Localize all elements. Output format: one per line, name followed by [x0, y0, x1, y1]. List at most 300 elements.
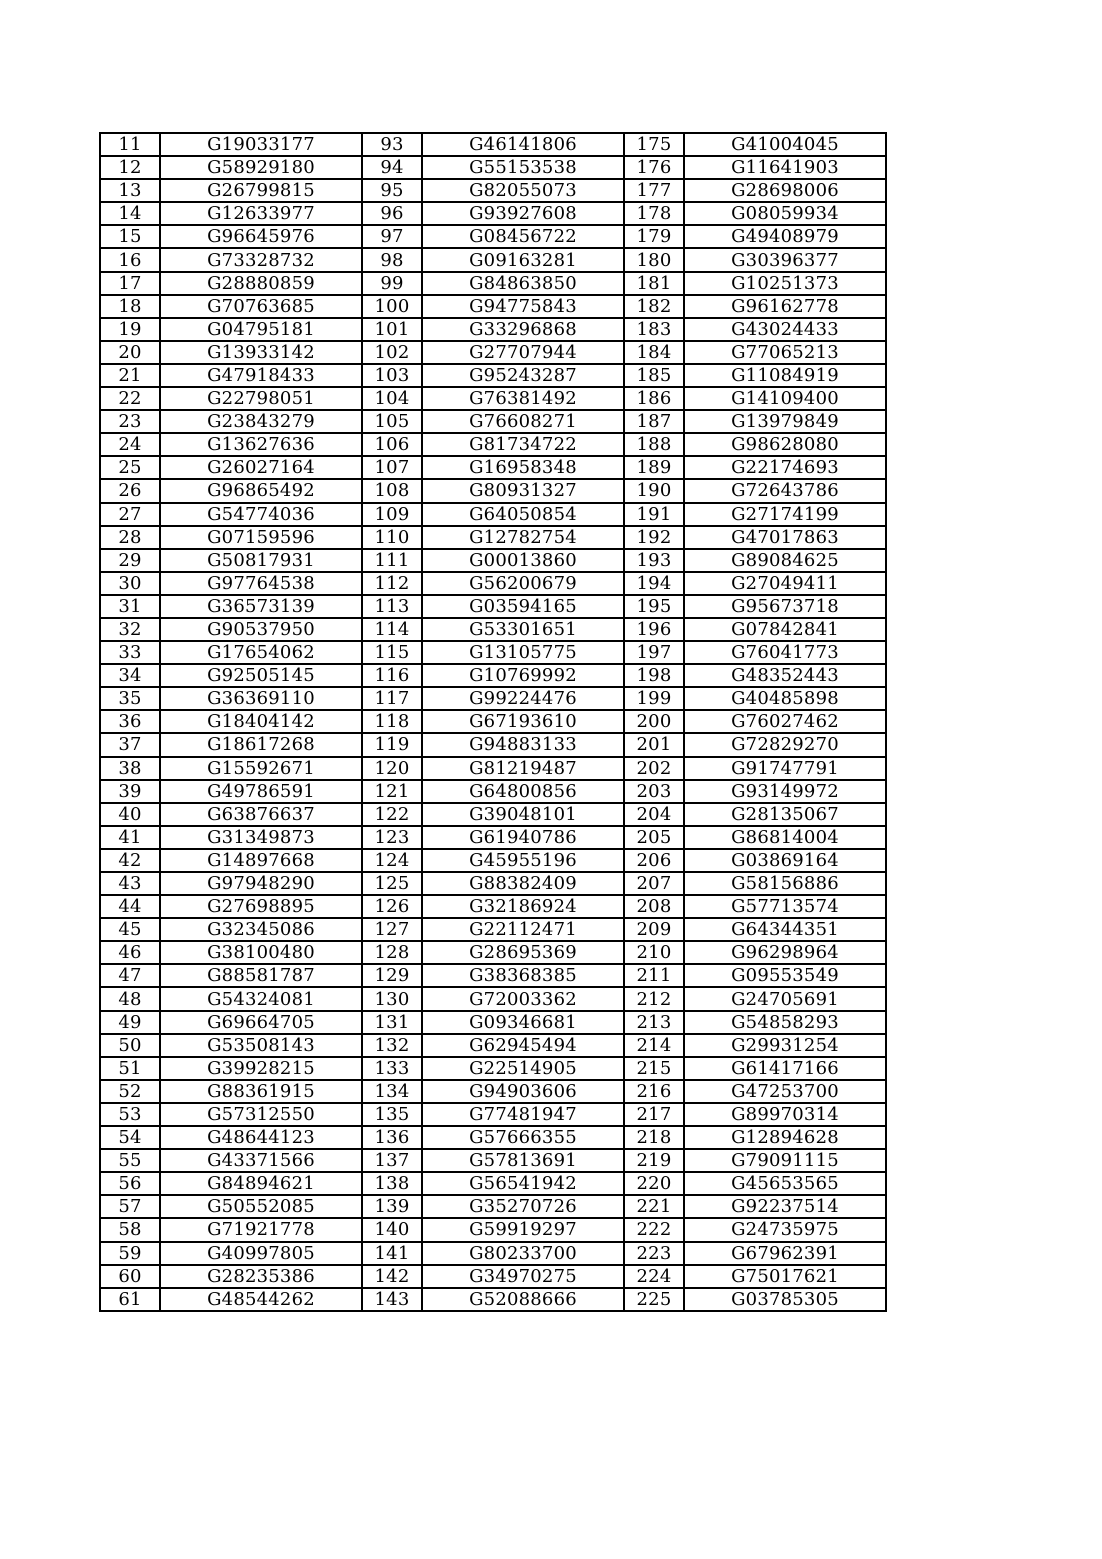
seq-number-cell: 199	[624, 687, 684, 710]
seq-number-cell: 200	[624, 710, 684, 733]
code-cell: G03869164	[684, 849, 886, 872]
table-row	[100, 1080, 886, 1103]
table-row	[100, 1172, 886, 1195]
code-cell: G22514905	[422, 1057, 624, 1080]
table-row	[100, 826, 886, 849]
seq-number-cell: 93	[362, 133, 422, 156]
seq-number-cell: 192	[624, 526, 684, 549]
code-cell: G64050854	[422, 503, 624, 526]
seq-number-cell: 110	[362, 526, 422, 549]
seq-number-cell: 52	[100, 1080, 160, 1103]
code-cell: G43024433	[684, 318, 886, 341]
seq-number-cell: 61	[100, 1288, 160, 1311]
code-cell: G80233700	[422, 1242, 624, 1265]
code-cell: G92237514	[684, 1195, 886, 1218]
seq-number-cell: 49	[100, 1011, 160, 1034]
code-cell: G11641903	[684, 156, 886, 179]
code-cell: G23843279	[160, 410, 362, 433]
code-cell: G11084919	[684, 364, 886, 387]
code-cell: G77065213	[684, 341, 886, 364]
seq-number-cell: 104	[362, 387, 422, 410]
seq-number-cell: 214	[624, 1034, 684, 1057]
code-cell: G81734722	[422, 433, 624, 456]
code-cell: G52088666	[422, 1288, 624, 1311]
table-row	[100, 1011, 886, 1034]
code-cell: G98628080	[684, 433, 886, 456]
seq-number-cell: 191	[624, 503, 684, 526]
seq-number-cell: 51	[100, 1057, 160, 1080]
code-cell: G08059934	[684, 202, 886, 225]
seq-number-cell: 31	[100, 595, 160, 618]
seq-number-cell: 138	[362, 1172, 422, 1195]
code-cell: G57813691	[422, 1149, 624, 1172]
code-cell: G27698895	[160, 895, 362, 918]
seq-number-cell: 14	[100, 202, 160, 225]
code-cell: G00013860	[422, 549, 624, 572]
seq-number-cell: 187	[624, 410, 684, 433]
seq-number-cell: 106	[362, 433, 422, 456]
seq-number-cell: 219	[624, 1149, 684, 1172]
seq-number-cell: 97	[362, 225, 422, 248]
table-row	[100, 225, 886, 248]
code-cell: G18404142	[160, 710, 362, 733]
code-cell: G90537950	[160, 618, 362, 641]
seq-number-cell: 102	[362, 341, 422, 364]
table-row	[100, 526, 886, 549]
code-cell: G39048101	[422, 803, 624, 826]
table-row	[100, 410, 886, 433]
code-cell: G48644123	[160, 1126, 362, 1149]
code-cell: G12782754	[422, 526, 624, 549]
code-cell: G53301651	[422, 618, 624, 641]
code-cell: G09553549	[684, 964, 886, 987]
seq-number-cell: 50	[100, 1034, 160, 1057]
seq-number-cell: 210	[624, 941, 684, 964]
seq-number-cell: 212	[624, 987, 684, 1010]
seq-number-cell: 98	[362, 248, 422, 271]
seq-number-cell: 48	[100, 987, 160, 1010]
seq-number-cell: 182	[624, 295, 684, 318]
seq-number-cell: 124	[362, 849, 422, 872]
code-cell: G76608271	[422, 410, 624, 433]
table-row	[100, 1103, 886, 1126]
code-cell: G13933142	[160, 341, 362, 364]
code-cell: G38368385	[422, 964, 624, 987]
seq-number-cell: 57	[100, 1195, 160, 1218]
seq-number-cell: 119	[362, 733, 422, 756]
seq-number-cell: 201	[624, 733, 684, 756]
code-cell: G43371566	[160, 1149, 362, 1172]
code-cell: G89084625	[684, 549, 886, 572]
code-cell: G50817931	[160, 549, 362, 572]
seq-number-cell: 111	[362, 549, 422, 572]
code-cell: G67193610	[422, 710, 624, 733]
seq-number-cell: 55	[100, 1149, 160, 1172]
code-cell: G15592671	[160, 757, 362, 780]
seq-number-cell: 135	[362, 1103, 422, 1126]
code-cell: G97764538	[160, 572, 362, 595]
seq-number-cell: 115	[362, 641, 422, 664]
table-row	[100, 341, 886, 364]
code-cell: G93927608	[422, 202, 624, 225]
code-cell: G27049411	[684, 572, 886, 595]
table-body	[100, 133, 886, 1311]
seq-number-cell: 132	[362, 1034, 422, 1057]
table-row	[100, 179, 886, 202]
table-row	[100, 387, 886, 410]
code-cell: G27174199	[684, 503, 886, 526]
seq-number-cell: 220	[624, 1172, 684, 1195]
seq-number-cell: 26	[100, 479, 160, 502]
seq-number-cell: 216	[624, 1080, 684, 1103]
code-cell: G55153538	[422, 156, 624, 179]
code-cell: G96645976	[160, 225, 362, 248]
code-cell: G35270726	[422, 1195, 624, 1218]
seq-number-cell: 29	[100, 549, 160, 572]
table-row	[100, 618, 886, 641]
table-row	[100, 964, 886, 987]
code-cell: G22112471	[422, 918, 624, 941]
seq-number-cell: 125	[362, 872, 422, 895]
code-cell: G57666355	[422, 1126, 624, 1149]
code-cell: G96865492	[160, 479, 362, 502]
code-cell: G77481947	[422, 1103, 624, 1126]
seq-number-cell: 131	[362, 1011, 422, 1034]
seq-number-cell: 127	[362, 918, 422, 941]
table-row	[100, 456, 886, 479]
code-cell: G33296868	[422, 318, 624, 341]
code-cell: G45955196	[422, 849, 624, 872]
code-cell: G48544262	[160, 1288, 362, 1311]
seq-number-cell: 36	[100, 710, 160, 733]
code-cell: G80931327	[422, 479, 624, 502]
seq-number-cell: 16	[100, 248, 160, 271]
seq-number-cell: 128	[362, 941, 422, 964]
table-row	[100, 156, 886, 179]
code-cell: G89970314	[684, 1103, 886, 1126]
code-cell: G86814004	[684, 826, 886, 849]
seq-number-cell: 129	[362, 964, 422, 987]
code-cell: G54324081	[160, 987, 362, 1010]
code-cell: G57713574	[684, 895, 886, 918]
seq-number-cell: 213	[624, 1011, 684, 1034]
code-cell: G32186924	[422, 895, 624, 918]
seq-number-cell: 120	[362, 757, 422, 780]
seq-number-cell: 194	[624, 572, 684, 595]
code-cell: G14109400	[684, 387, 886, 410]
seq-number-cell: 109	[362, 503, 422, 526]
seq-number-cell: 195	[624, 595, 684, 618]
seq-number-cell: 209	[624, 918, 684, 941]
code-cell: G39928215	[160, 1057, 362, 1080]
seq-number-cell: 19	[100, 318, 160, 341]
seq-number-cell: 225	[624, 1288, 684, 1311]
code-cell: G58156886	[684, 872, 886, 895]
table-row	[100, 687, 886, 710]
table-row	[100, 918, 886, 941]
code-cell: G95673718	[684, 595, 886, 618]
table-row	[100, 1034, 886, 1057]
code-cell: G14897668	[160, 849, 362, 872]
table-row	[100, 272, 886, 295]
code-cell: G28698006	[684, 179, 886, 202]
code-cell: G49408979	[684, 225, 886, 248]
seq-number-cell: 142	[362, 1265, 422, 1288]
table-row	[100, 872, 886, 895]
code-cell: G84863850	[422, 272, 624, 295]
code-cell: G13105775	[422, 641, 624, 664]
code-cell: G36573139	[160, 595, 362, 618]
table-row	[100, 1195, 886, 1218]
code-cell: G75017621	[684, 1265, 886, 1288]
seq-number-cell: 105	[362, 410, 422, 433]
seq-number-cell: 95	[362, 179, 422, 202]
seq-number-cell: 189	[624, 456, 684, 479]
table-row	[100, 803, 886, 826]
code-cell: G41004045	[684, 133, 886, 156]
code-cell: G47918433	[160, 364, 362, 387]
code-cell: G36369110	[160, 687, 362, 710]
seq-number-cell: 178	[624, 202, 684, 225]
seq-number-cell: 25	[100, 456, 160, 479]
code-cell: G73328732	[160, 248, 362, 271]
code-cell: G88361915	[160, 1080, 362, 1103]
table-row	[100, 641, 886, 664]
seq-number-cell: 202	[624, 757, 684, 780]
code-cell: G56541942	[422, 1172, 624, 1195]
seq-number-cell: 56	[100, 1172, 160, 1195]
table-row	[100, 1057, 886, 1080]
code-cell: G31349873	[160, 826, 362, 849]
table-row	[100, 941, 886, 964]
code-cell: G64344351	[684, 918, 886, 941]
code-cell: G76381492	[422, 387, 624, 410]
code-cell: G29931254	[684, 1034, 886, 1057]
code-cell: G09346681	[422, 1011, 624, 1034]
seq-number-cell: 47	[100, 964, 160, 987]
table-row	[100, 595, 886, 618]
seq-number-cell: 143	[362, 1288, 422, 1311]
table-row	[100, 849, 886, 872]
code-cell: G58929180	[160, 156, 362, 179]
seq-number-cell: 18	[100, 295, 160, 318]
code-cell: G63876637	[160, 803, 362, 826]
seq-number-cell: 221	[624, 1195, 684, 1218]
seq-number-cell: 94	[362, 156, 422, 179]
code-cell: G70763685	[160, 295, 362, 318]
seq-number-cell: 107	[362, 456, 422, 479]
seq-number-cell: 123	[362, 826, 422, 849]
seq-number-cell: 118	[362, 710, 422, 733]
seq-number-cell: 126	[362, 895, 422, 918]
seq-number-cell: 39	[100, 780, 160, 803]
seq-number-cell: 141	[362, 1242, 422, 1265]
table-row	[100, 1218, 886, 1241]
code-cell: G99224476	[422, 687, 624, 710]
seq-number-cell: 204	[624, 803, 684, 826]
code-cell: G82055073	[422, 179, 624, 202]
code-cell: G61940786	[422, 826, 624, 849]
id-code-table	[99, 132, 887, 1312]
table-row	[100, 1149, 886, 1172]
seq-number-cell: 28	[100, 526, 160, 549]
seq-number-cell: 42	[100, 849, 160, 872]
seq-number-cell: 101	[362, 318, 422, 341]
seq-number-cell: 100	[362, 295, 422, 318]
table-row	[100, 1242, 886, 1265]
seq-number-cell: 188	[624, 433, 684, 456]
code-cell: G64800856	[422, 780, 624, 803]
seq-number-cell: 114	[362, 618, 422, 641]
seq-number-cell: 179	[624, 225, 684, 248]
code-cell: G50552085	[160, 1195, 362, 1218]
seq-number-cell: 58	[100, 1218, 160, 1241]
code-cell: G81219487	[422, 757, 624, 780]
code-cell: G54774036	[160, 503, 362, 526]
table-row	[100, 1288, 886, 1311]
table-row	[100, 664, 886, 687]
code-cell: G26027164	[160, 456, 362, 479]
seq-number-cell: 193	[624, 549, 684, 572]
code-cell: G22174693	[684, 456, 886, 479]
seq-number-cell: 37	[100, 733, 160, 756]
code-cell: G03594165	[422, 595, 624, 618]
table-row	[100, 364, 886, 387]
code-cell: G96162778	[684, 295, 886, 318]
code-cell: G95243287	[422, 364, 624, 387]
table-row	[100, 733, 886, 756]
code-cell: G69664705	[160, 1011, 362, 1034]
code-cell: G94775843	[422, 295, 624, 318]
seq-number-cell: 175	[624, 133, 684, 156]
seq-number-cell: 96	[362, 202, 422, 225]
seq-number-cell: 208	[624, 895, 684, 918]
seq-number-cell: 185	[624, 364, 684, 387]
table-row	[100, 572, 886, 595]
table-row	[100, 895, 886, 918]
code-cell: G13979849	[684, 410, 886, 433]
table-row	[100, 549, 886, 572]
code-cell: G22798051	[160, 387, 362, 410]
seq-number-cell: 15	[100, 225, 160, 248]
seq-number-cell: 45	[100, 918, 160, 941]
code-cell: G91747791	[684, 757, 886, 780]
seq-number-cell: 54	[100, 1126, 160, 1149]
code-cell: G57312550	[160, 1103, 362, 1126]
seq-number-cell: 134	[362, 1080, 422, 1103]
code-cell: G84894621	[160, 1172, 362, 1195]
seq-number-cell: 32	[100, 618, 160, 641]
code-cell: G10769992	[422, 664, 624, 687]
code-cell: G32345086	[160, 918, 362, 941]
table-row	[100, 1126, 886, 1149]
table-row	[100, 503, 886, 526]
code-cell: G67962391	[684, 1242, 886, 1265]
seq-number-cell: 136	[362, 1126, 422, 1149]
code-cell: G30396377	[684, 248, 886, 271]
code-cell: G12633977	[160, 202, 362, 225]
seq-number-cell: 181	[624, 272, 684, 295]
code-cell: G54858293	[684, 1011, 886, 1034]
seq-number-cell: 218	[624, 1126, 684, 1149]
seq-number-cell: 130	[362, 987, 422, 1010]
seq-number-cell: 180	[624, 248, 684, 271]
code-cell: G17654062	[160, 641, 362, 664]
seq-number-cell: 122	[362, 803, 422, 826]
seq-number-cell: 20	[100, 341, 160, 364]
seq-number-cell: 176	[624, 156, 684, 179]
seq-number-cell: 33	[100, 641, 160, 664]
code-cell: G79091115	[684, 1149, 886, 1172]
seq-number-cell: 223	[624, 1242, 684, 1265]
seq-number-cell: 112	[362, 572, 422, 595]
table-row	[100, 987, 886, 1010]
seq-number-cell: 30	[100, 572, 160, 595]
seq-number-cell: 27	[100, 503, 160, 526]
code-cell: G72643786	[684, 479, 886, 502]
seq-number-cell: 23	[100, 410, 160, 433]
table-row	[100, 780, 886, 803]
code-cell: G76027462	[684, 710, 886, 733]
code-cell: G04795181	[160, 318, 362, 341]
table-row	[100, 133, 886, 156]
table-row	[100, 710, 886, 733]
seq-number-cell: 217	[624, 1103, 684, 1126]
seq-number-cell: 198	[624, 664, 684, 687]
seq-number-cell: 133	[362, 1057, 422, 1080]
seq-number-cell: 184	[624, 341, 684, 364]
seq-number-cell: 59	[100, 1242, 160, 1265]
seq-number-cell: 21	[100, 364, 160, 387]
code-cell: G72003362	[422, 987, 624, 1010]
seq-number-cell: 43	[100, 872, 160, 895]
code-cell: G61417166	[684, 1057, 886, 1080]
seq-number-cell: 224	[624, 1265, 684, 1288]
seq-number-cell: 103	[362, 364, 422, 387]
seq-number-cell: 117	[362, 687, 422, 710]
seq-number-cell: 211	[624, 964, 684, 987]
table-row	[100, 1265, 886, 1288]
seq-number-cell: 13	[100, 179, 160, 202]
code-cell: G28135067	[684, 803, 886, 826]
seq-number-cell: 34	[100, 664, 160, 687]
code-cell: G10251373	[684, 272, 886, 295]
seq-number-cell: 40	[100, 803, 160, 826]
seq-number-cell: 38	[100, 757, 160, 780]
code-cell: G38100480	[160, 941, 362, 964]
table-row	[100, 248, 886, 271]
code-cell: G03785305	[684, 1288, 886, 1311]
code-cell: G46141806	[422, 133, 624, 156]
seq-number-cell: 139	[362, 1195, 422, 1218]
seq-number-cell: 46	[100, 941, 160, 964]
code-cell: G88581787	[160, 964, 362, 987]
code-cell: G97948290	[160, 872, 362, 895]
code-cell: G16958348	[422, 456, 624, 479]
seq-number-cell: 186	[624, 387, 684, 410]
seq-number-cell: 207	[624, 872, 684, 895]
table-row	[100, 433, 886, 456]
code-cell: G28695369	[422, 941, 624, 964]
code-cell: G07159596	[160, 526, 362, 549]
code-cell: G47017863	[684, 526, 886, 549]
code-cell: G07842841	[684, 618, 886, 641]
code-cell: G93149972	[684, 780, 886, 803]
code-cell: G47253700	[684, 1080, 886, 1103]
seq-number-cell: 116	[362, 664, 422, 687]
code-cell: G94903606	[422, 1080, 624, 1103]
code-cell: G92505145	[160, 664, 362, 687]
